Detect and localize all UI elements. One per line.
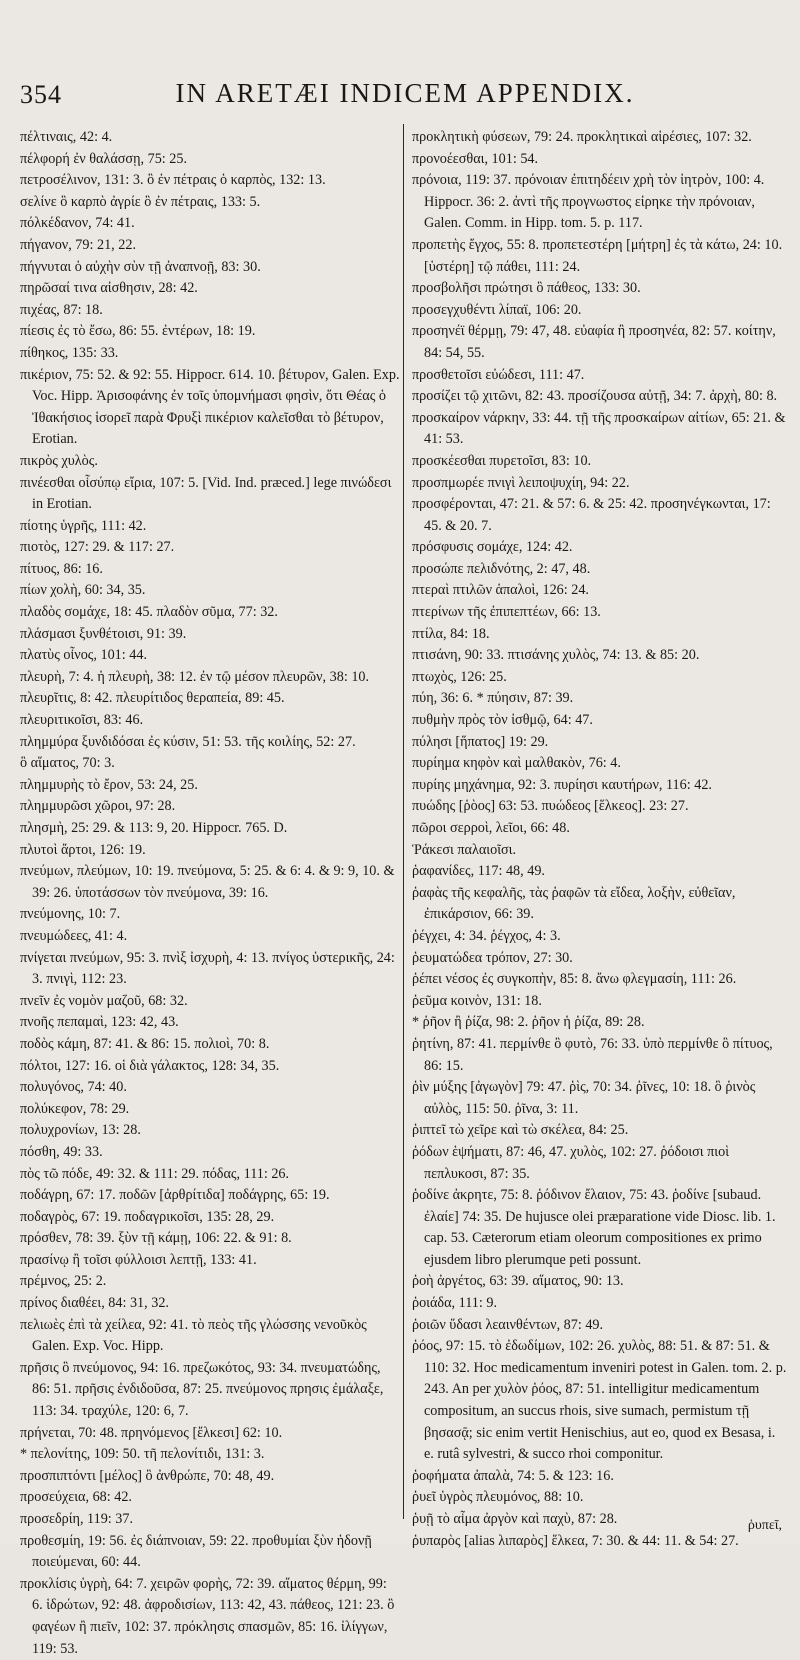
index-entry: ῥόδων ἑψήματι, 87: 46, 47. χυλὸς, 102: 27. ῥόδοισι πιοὶ πεπλυκοσι, 87: 35. [412,1143,730,1182]
index-entry: πήγανον, 79: 21, 22. [20,236,136,253]
index-entry: ῥοιάδα, 111: 9. [412,1295,497,1312]
index-entry: πικρὸς χυλὸς. [20,452,98,469]
index-entry: ῥευματώδεα τρόπον, 27: 30. [412,949,573,966]
index-entry: πικέριον, 75: 52. & 92: 55. Hippocr. 614. 10. βέτυρον, Galen. Exp. Voc. Hipp. Ἀρισοφάνης ἐν τοῖς ὑπομνήμασι φησὶν, ὅτι Θέας ὁ Ἰθακήσιος ἱσορεῖ παρὰ Φρυξὶ πικέριον καλεῖσθαι τὸ βέτυρον, Erotian. [20,366,400,448]
index-entry: πνίγεται πνεύμων, 95: 3. πνὶξ ἰσχυρὴ, 4: 13. πνίγος ὑστερικῆς, 24: 3. πνιγὶ, 112: 23. [20,949,395,988]
index-entry: προσίζει τῷ χιτῶνι, 82: 43. προσίζουσα αὐτῇ, 34: 7. ἀρχὴ, 80: 8. [412,388,778,405]
index-entry: ῥόος, 97: 15. τὸ ἐδωδίμων, 102: 26. χυλὸς, 88: 51. & 87: 51. & 110: 32. Hoc medicamentum inveniri potest in Galen. tom. 2. p. 243. An per χυλὸν ῥόος, 87: 51. intelligitur medicamentum compositum, an succus rhois, sive sumach, permistum τῇ βησασᾷ; sic enim vertit Henischius, aut eo, quod ex Besasa, i. e. rutâ sylvestri, & succo rhoi componitur. [412,1338,787,1463]
index-entry: προσφέρονται, 47: 21. & 57: 6. & 25: 42. προσηνέγκωνται, 17: 45. & 20. 7. [412,496,771,534]
index-entry: πυρίημα κηφὸν καὶ μαλθακὸν, 76: 4. [412,755,621,772]
index-entry: πηρῶσαί τινα αἰσθησιν, 28: 42. [20,280,198,297]
index-entry: προσπιπτόντι [μέλος] ὃ ἀνθρώπε, 70: 48, 49. [20,1467,275,1484]
index-entry: πλευριτικοῖσι, 83: 46. [20,712,144,729]
index-entry: πύλησι [ἥπατος] 19: 29. [412,733,549,750]
index-entry: πόλκέδανον, 74: 41. [20,215,135,232]
index-entry: πόσθη, 49: 33. [20,1143,103,1160]
index-entry: πελιωὲς ἐπὶ τὰ χείλεα, 92: 41. τὸ πεὸς τῆς γλώσσης νενοῦκὸς Galen. Exp. Voc. Hipp. [20,1316,367,1355]
index-entry: ῥυπαρὸς [alias λιπαρὸς] ἕλκεα, 7: 30. & 44: 11. & 54: 27. [412,1532,739,1549]
index-entry: πύη, 36: 6. * πύησιν, 87: 39. [412,690,574,707]
index-entry: πλημμυρῶσι χῶροι, 97: 28. [20,798,176,815]
index-entry: πλυτοὶ ἄρτοι, 126: 19. [20,841,146,858]
index-entry: προθεσμίη, 19: 56. ἐς διάπνοιαν, 59: 22. προθυμίαι ξὺν ἡδονῇ ποιεύμεναι, 60: 44. [20,1532,372,1571]
index-entry: πολυχρονίων, 13: 28. [20,1122,141,1139]
index-entry: Ῥάκεσι παλαιοῖσι. [412,841,517,858]
index-entry: ῥοδίνε ἀκρητε, 75: 8. ῥόδινον ἔλαιον, 75: 43. ῥοδίνε [subaud. ἐλαίε] 74: 35. De hujusce olei præparatione vide Diosc. lib. 1. cap. 53. Cæterorum etiam oleorum compositiones ex primo ejusdem libro plerumque peti possunt. [412,1187,776,1268]
index-entry: ῥιπτεῖ τὼ χεῖρε καὶ τὼ σκέλεα, 84: 25. [412,1122,629,1139]
index-entry: πνεύμων, πλεύμων, 10: 19. πνεύμονα, 5: 25. & 6: 4. & 9: 9, 10. & 39: 26. ὑποτάσσων τὸν πνεύμονα, 39: 16. [20,863,395,901]
index-entry: προσκέεσθαι πυρετοῖσι, 83: 10. [412,452,592,469]
index-entry: πόλτοι, 127: 16. οἱ διὰ γάλακτος, 128: 34, 35. [20,1057,280,1074]
index-entry: ῥὶν μύξης [ἀγωγὸν] 79: 47. ῥὶς, 70: 34. ῥῖνες, 10: 18. ὃ ῥινὸς αὐλὸς, 115: 50. ῥῖνα, 3: 11. [412,1079,756,1117]
page-number: 354 [20,80,62,109]
index-entry: πνεῖν ἐς νομὸν μαζοῦ, 68: 32. [20,992,188,1009]
running-title: IN ARETÆI INDICEM APPENDIX. [175,78,635,108]
index-entry: ῥυεῖ ὑγρὸς πλευμόνος, 88: 10. [412,1489,584,1506]
index-entry: πλευρὴ, 7: 4. ἡ πλευρὴ, 38: 12. ἐν τῷ μέσον πλευρῶν, 38: 10. [20,668,370,685]
index-entry: ῥυῇ τὸ αἷμα ἀργὸν καὶ παχὺ, 87: 28. [412,1511,618,1527]
index-entry: πτίλα, 84: 18. [412,625,490,642]
index-entry: πτεραὶ πτιλῶν ἁπαλοὶ, 126: 24. [412,582,589,599]
index-entry: προσώπε πελιδνότης, 2: 47, 48. [412,560,591,577]
catchword: ῥυπεῖ, [747,1518,782,1533]
index-entry: πλάσμασι ξυνθέτοισι, 91: 39. [20,625,187,642]
index-entry: πίτυος, 86: 16. [20,560,103,577]
index-entry: πίοτης ὑγρῆς, 111: 42. [20,517,147,534]
index-entry: πινέεσθαι οἷσύπῳ εἴρια, 107: 5. [Vid. Ind. præced.] lege πινώδεσι in Erotian. [20,474,392,513]
index-entry: πῶροι σερροὶ, λεῖοι, 66: 48. [412,820,570,836]
index-entry: προκλητικὴ φύσεων, 79: 24. προκλητικαὶ αἱρέσιες, 107: 32. [412,129,752,145]
index-entry: πτωχὸς, 126: 25. [412,668,507,685]
index-entry: πλημμύρα ξυνδιδόσαι ἐς κύσιν, 51: 53. τῆς κοιλίης, 52: 27. [20,733,356,750]
index-entry: ῥοφήματα ἀπαλὰ, 74: 5. & 123: 16. [412,1467,614,1484]
index-entry: ποδάγρη, 67: 17. ποδῶν [ἀρθρίτιδα] ποδάγρης, 65: 19. [20,1187,330,1204]
index-entry: πετροσέλινον, 131: 3. ὃ ἐν πέτραις ὁ καρπὸς, 132: 13. [20,172,326,189]
index-entry: ῥέγχει, 4: 34. ῥέγχος, 4: 3. [412,927,561,944]
index-entry: πήγνυται ὁ αὐχὴν σὺν τῇ ἀναπνοῇ, 83: 30. [20,258,261,275]
index-entry: ῥοὴ ἀργέτος, 63: 39. αἵματος, 90: 13. [412,1273,624,1290]
index-entry: πυρίης μηχάνημα, 92: 3. πυρίησι καυτήρων, 116: 42. [412,776,712,793]
index-entry: πυώδης [ῥὸος] 63: 53. πυώδεος [ἕλκεος]. 23: 27. [412,798,689,815]
index-entry: πρόνοια, 119: 37. πρόνοιαν ἐπιτηδέειν χρὴ τὸν ἰητρὸν, 100: 4. Hippocr. 36: 2. ἀντὶ τῆς προγνωστος εἰρηκε τὴν πρόνοιαν, Galen. Comm. in Hipp. tom. 5. p. 117. [412,172,765,232]
page-header [0,78,800,118]
index-entry: πλατὺς οἶνος, 101: 44. [20,647,148,664]
index-entry: προσεδρίη, 119: 37. [20,1511,134,1527]
index-entry: ῥητίνη, 87: 41. περμίνθε ὃ φυτὸ, 76: 33. ὑπὸ περμίνθε ὃ πίτυος, 86: 15. [412,1035,773,1074]
index-entry: πίεσις ἐς τὸ ἔσω, 86: 55. ἐντέρων, 18: 19. [20,323,256,340]
index-entry: πρόσφυσις σομάχε, 124: 42. [412,539,573,556]
index-entry: προσηνέϊ θέρμῃ, 79: 47, 48. εὐαφία ἢ προσηνέα, 82: 57. κοίτην, 84: 54, 55. [412,323,776,361]
index-entry: σελίνε ὃ καρπὸ ἀγρίε ὃ ἐν πέτραις, 133: 5. [20,193,261,210]
index-entry: προσπμωρέε πνιγὶ λειποψυχίη, 94: 22. [412,474,630,491]
index-entry: ῥοιῶν ὕδασι λεαινθέντων, 87: 49. [412,1316,604,1333]
index-entry: πλαδὸς σομάχε, 18: 45. πλαδὸν σῦμα, 77: 32. [20,604,278,621]
index-entry: πολυγόνος, 74: 40. [20,1079,127,1096]
index-entry: προσεύχεια, 68: 42. [20,1489,132,1506]
index-entry: πέλτιναις, 42: 4. [20,129,113,145]
index-entry: πιχέας, 87: 18. [20,301,103,318]
index-entry: πτισάνη, 90: 33. πτισάνης χυλὸς, 74: 13. & 85: 20. [412,647,700,664]
index-entry: προσθετοῖσι εὐώδεσι, 111: 47. [412,366,585,383]
index-entry: προπετὴς ἔγχος, 55: 8. προπετεστέρη [μήτρη] ἐς τὰ κάτω, 24: 10. [ὑστέρη] τῷ πάθει, 111: 24. [412,236,783,275]
left-column [20,127,400,1660]
index-entry: πνεύμονης, 10: 7. [20,906,121,923]
right-column [412,127,788,1552]
index-entry: προκλίσις ὑγρὴ, 64: 7. χειρῶν φορὴς, 72: 39. αἵματος θέρμη, 99: 6. ἱδρώτων, 92: 48. ἀφροδισίων, 113: 42, 43. πάθεος, 121: 23. ὃ φαγέων ἢ πιεῖν, 102: 37. πρόκλησις σπασμῶν, 85: 16. ἰλίγγων, 119: 53. [20,1575,395,1657]
index-entry: προσβολῆσι πρώτησι ὃ πάθεος, 133: 30. [412,280,641,297]
index-entry: πτερίνων τῆς ἐπιπεπτέων, 66: 13. [412,604,601,621]
index-entry: πνοῆς πεπαμαὶ, 123: 42, 43. [20,1014,179,1031]
index-entry: ῥαφανίδες, 117: 48, 49. [412,863,545,880]
column-divider [403,124,404,1519]
index-entry: ῥεῦμα κοινὸν, 131: 18. [412,992,542,1009]
index-entry: πιοτὸς, 127: 29. & 117: 27. [20,539,175,556]
index-entry: πὸς τῶ πόδε, 49: 32. & 111: 29. πόδας, 111: 26. [20,1165,290,1182]
index-entry: πνευμώδεες, 41: 4. [20,927,128,944]
index-entry: πλησμὴ, 25: 29. & 113: 9, 20. Hippocr. 765. D. [20,820,288,836]
index-entry: πέλφορή ἐν θαλάσσῃ, 75: 25. [20,150,188,167]
index-entry: πολύκεφον, 78: 29. [20,1100,130,1117]
index-entry: πλευρῖτις, 8: 42. πλευρίτιδος θεραπεία, 89: 45. [20,690,285,707]
index-entry: * πελονίτης, 109: 50. τῆ πελονίτιδι, 131: 3. [20,1446,265,1463]
index-entry: πρέμνος, 25: 2. [20,1273,107,1290]
index-entry: προσεγχυθέντι λίπαϊ, 106: 20. [412,301,582,318]
index-entry: ποδαγρὸς, 67: 19. ποδαγρικοῖσι, 135: 28, 29. [20,1208,275,1225]
index-entry: ὃ αἵματος, 70: 3. [20,755,115,772]
index-entry: ποδὸς κάμη, 87: 41. & 86: 15. πολιοὶ, 70: 8. [20,1035,270,1052]
index-entry: * ῥῆον ἢ ῥίζα, 98: 2. ῥῆον ἡ ῥίζα, 89: 28. [412,1014,645,1031]
index-entry: πρίνος διαθέει, 84: 31, 32. [20,1295,169,1312]
index-entry: πίθηκος, 135: 33. [20,344,119,361]
index-entry: πρόσθεν, 78: 39. ξὺν τῇ κάμῃ, 106: 22. & 91: 8. [20,1230,292,1247]
index-entry: πρήνεται, 70: 48. πρηνόμενος [ἔλκεσι] 62: 10. [20,1424,283,1441]
index-entry: προνοέεσθαι, 101: 54. [412,150,539,167]
index-entry: πλημμυρὴς τὸ ἔρον, 53: 24, 25. [20,776,198,793]
index-entry: πρῆσις ὃ πνεύμονος, 94: 16. πρεζωκότος, 93: 34. πνευματώδης, 86: 51. πρῆσις ἐνδιδοῦσα, 87: 25. πνεύμονος πρησις ἐμάλαξε, 113: 34. τραχύλε, 120: 6, 7. [20,1359,384,1420]
index-entry: πρασίνῳ ἢ τοῖσι φύλλοισι λεπτῇ, 133: 41. [20,1251,257,1268]
index-entry: πίων χολὴ, 60: 34, 35. [20,582,146,599]
index-entry: ῥαφὰς τῆς κεφαλῆς, τὰς ῥαφῶν τὰ εἴδεα, λοξὴν, εὐθεῖαν, ἐπικάρσιον, 66: 39. [412,884,736,923]
index-entry: ῥέπει νέσος ἐς συγκοπὴν, 85: 8. ἄνω φλεγμασίη, 111: 26. [412,971,737,988]
index-entry: προσκαίρον νάρκην, 33: 44. τῇ τῆς προσκαίρων αἰτίων, 65: 21. & 41: 53. [412,409,786,448]
index-entry: πυθμὴν πρὸς τὸν ἰσθμῷ, 64: 47. [412,712,593,729]
